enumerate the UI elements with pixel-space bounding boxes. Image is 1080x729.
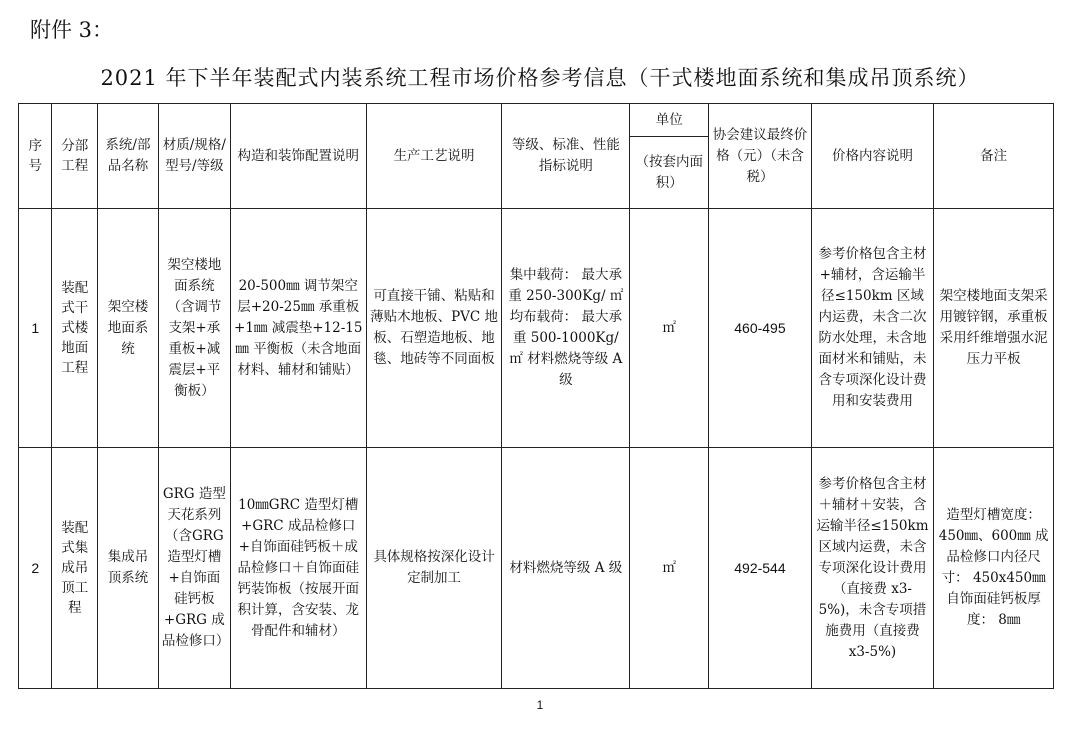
attachment-label: 附件 3： xyxy=(30,18,114,42)
header-remarks: 备注 xyxy=(934,104,1054,209)
row-unit: ㎡ xyxy=(630,448,709,689)
header-material: 材质/规格/型号/等级 xyxy=(158,104,230,209)
row-price: 492-544 xyxy=(709,448,811,689)
document-title: 2021 年下半年装配式内装系统工程市场价格参考信息（干式楼地面系统和集成吊顶系统） xyxy=(100,66,980,90)
header-grade: 等级、标准、性能指标说明 xyxy=(502,104,630,209)
row-seq: 2 xyxy=(19,448,52,689)
row-construction: 20-500㎜ 调节架空层+20-25㎜ 承重板+1㎜ 减震垫+12-15㎜ 平衡板（未含地面材料、辅材和铺贴） xyxy=(230,209,366,448)
row-system: 架空楼地面系统 xyxy=(98,209,159,448)
row-division: 装配式集成吊顶工程 xyxy=(52,448,98,689)
header-division: 分部工程 xyxy=(52,104,98,209)
row-division: 装配式干式楼地面工程 xyxy=(52,209,98,448)
price-table xyxy=(18,103,1054,689)
header-unit: 单位 xyxy=(630,104,709,137)
header-price: 协会建议最终价格（元）（未含税） xyxy=(709,104,811,209)
table-row xyxy=(19,209,1054,448)
page-number: 1 xyxy=(536,698,544,712)
row-price-desc: 参考价格包含主材＋辅材＋安装，含运输半径≤150km 区域内运费，未含专项深化设计费用（直接费 x3-5%)，未含专项措施费用（直接费 x3-5%) xyxy=(811,448,934,689)
header-seq: 序号 xyxy=(19,104,52,209)
header-system: 系统/部品名称 xyxy=(98,104,159,209)
row-system: 集成吊顶系统 xyxy=(98,448,159,689)
header-process: 生产工艺说明 xyxy=(366,104,502,209)
row-unit: ㎡ xyxy=(630,209,709,448)
table-row xyxy=(19,448,1054,689)
header-construction: 构造和装饰配置说明 xyxy=(230,104,366,209)
row-remarks: 造型灯槽宽度： 450㎜、600㎜ 成品检修口内径尺寸： 450x450㎜ 自饰面硅钙板厚度： 8㎜ xyxy=(934,448,1054,689)
row-remarks: 架空楼地面支架采用镀锌钢，承重板采用纤维增强水泥压力平板 xyxy=(934,209,1054,448)
row-price-desc: 参考价格包含主材+辅材，含运输半径≤150km 区域内运费，未含二次防水处理，未含地面材米和铺贴，未含专项深化设计费用和安装费用 xyxy=(811,209,934,448)
header-unit-sub: （按套内面积） xyxy=(630,137,709,209)
row-seq: 1 xyxy=(19,209,52,448)
row-grade: 集中载荷： 最大承重 250-300Kg/ ㎡ 均布载荷： 最大承重 500-1000Kg/ ㎡ 材料燃烧等级 A 级 xyxy=(502,209,630,448)
row-construction: 10㎜GRC 造型灯槽+GRC 成品检修口+自饰面硅钙板＋成品检修口＋自饰面硅钙装饰板（按展开面积计算，含安装、龙骨配件和辅材） xyxy=(230,448,366,689)
row-material: 架空楼地面系统（含调节支架+承重板+减震层+平衡板） xyxy=(158,209,230,448)
row-material: GRG 造型天花系列（含GRG 造型灯槽+自饰面硅钙板+GRG 成品检修口） xyxy=(158,448,230,689)
header-row xyxy=(19,104,1054,137)
row-process: 可直接干铺、粘贴和薄贴木地板、PVC 地板、石塑造地板、地毯、地砖等不同面板 xyxy=(366,209,502,448)
row-process: 具体规格按深化设计定制加工 xyxy=(366,448,502,689)
row-grade: 材料燃烧等级 A 级 xyxy=(502,448,630,689)
header-price-desc: 价格内容说明 xyxy=(811,104,934,209)
row-price: 460-495 xyxy=(709,209,811,448)
